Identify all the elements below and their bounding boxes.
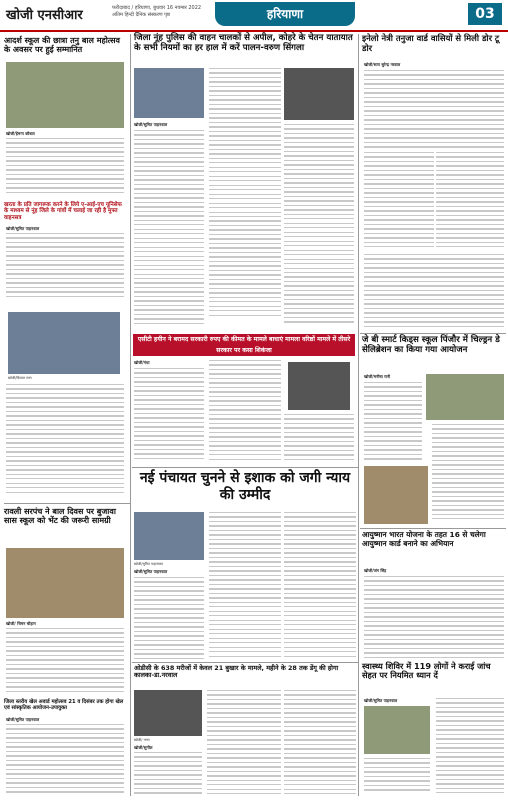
article-body bbox=[284, 414, 354, 463]
photo-police-2 bbox=[284, 68, 354, 120]
headline: आयुष्मान भारत योजना के तहत 16 से चलेगा आयुष्मान कार्ड बनाने का अभियान bbox=[362, 530, 486, 548]
headline: खरता के प्रति जागरूक करने के लिये ए-आई-एच यूनिसेफ के माध्यम से नूंह जिले के गांवों में चलाई जा रही है मुफ्त वाहनसत्र bbox=[4, 202, 122, 221]
byline: खोजी/सुमित पाहनवाल bbox=[134, 122, 168, 127]
article-body bbox=[6, 384, 124, 499]
story-s8 bbox=[362, 531, 506, 548]
story-s12 bbox=[362, 662, 506, 681]
article-body bbox=[209, 360, 281, 463]
story-s11 bbox=[134, 665, 356, 680]
photo-caption: खोजी/सुमित पाहनवाल bbox=[134, 562, 163, 566]
article-body bbox=[6, 233, 124, 303]
article-body bbox=[284, 690, 356, 796]
photo-hospital bbox=[134, 690, 202, 736]
article-body bbox=[364, 382, 422, 462]
photo-school-event bbox=[364, 466, 428, 524]
article-body bbox=[134, 130, 204, 330]
story-s6 bbox=[362, 336, 506, 356]
story-s5-banner: एसीटी हयीन ने बरामद सरकारी रुपए की कीमत के मामले बाधाएं मामला वरिष्ठों मामले में तीसरे सरकार पर कसा शिकंजा bbox=[133, 334, 355, 356]
article-body bbox=[364, 576, 504, 658]
story-s7 bbox=[134, 470, 356, 504]
story-s2 bbox=[134, 34, 356, 54]
byline: खोजी/गंधा bbox=[134, 360, 150, 365]
edition-info: अंतिम हिन्दी दैनिक संस्करण पृष्ठ bbox=[112, 12, 170, 18]
article-body bbox=[284, 124, 354, 330]
byline: खोजी/सुमित पाहनवाल bbox=[364, 698, 398, 703]
section-title: हरियाणा bbox=[215, 2, 355, 26]
masthead-meta bbox=[112, 5, 201, 19]
article-body bbox=[284, 512, 356, 659]
headline: नई पंचायत चुनने से इशाक को जगी न्याय की उम्मीद bbox=[139, 470, 351, 503]
divider bbox=[132, 662, 358, 663]
article-body bbox=[6, 138, 124, 198]
headline: जिला स्तरीय खेल अवार्ड महोत्सव 21 व दिसंबर तक होगा खेल एवं सांस्कृतिक आयोजन-उपायुक्त bbox=[4, 699, 124, 711]
article-body bbox=[364, 70, 504, 150]
headline: आदर्श स्कूल की छात्रा तनु बाल महोत्सव के अवसर पर हुई सम्मानित bbox=[4, 36, 120, 55]
divider bbox=[4, 503, 130, 504]
article-body bbox=[207, 690, 281, 796]
photo-kids bbox=[426, 374, 504, 420]
byline: खोजी/सुमित पाहनवाल bbox=[6, 717, 40, 722]
article-body bbox=[432, 424, 504, 524]
byline: खोजी/सुमित पाहनवाल bbox=[134, 569, 168, 574]
photo-school bbox=[6, 548, 124, 618]
headline: रावली सरपंच ने बाल दिवस पर बुजावा सास स्कूल को भेंट की जरूरी सामग्री bbox=[4, 507, 116, 526]
article-body bbox=[364, 758, 430, 796]
story-s10 bbox=[4, 700, 128, 712]
article-body bbox=[364, 254, 504, 330]
headline: इनेलो नेत्री तनुजा वार्ड वासियों से मिली डोर टू डोर bbox=[362, 33, 500, 53]
photo-village bbox=[134, 512, 204, 560]
column-rule bbox=[358, 34, 359, 796]
byline: खोजी/मनीषा रानी bbox=[364, 374, 391, 379]
photo-caption: खोजी/ नमन bbox=[134, 738, 150, 742]
photo-caption: खोजी/विशाल रमन bbox=[8, 376, 32, 380]
photo-accused bbox=[288, 362, 350, 410]
page-number: 03 bbox=[468, 3, 502, 25]
article-body bbox=[134, 577, 204, 659]
byline: खोजी/जंग सिंह bbox=[364, 568, 387, 573]
divider bbox=[360, 528, 506, 529]
headline: जिला नूंह पुलिस की वाहन चालकों से अपील, कोहरे के चेतन यातायात के सभी नियमों का हर हाल में करें पालन-वरुण सिंगला bbox=[134, 33, 353, 53]
article-body bbox=[6, 724, 124, 796]
story-s4 bbox=[4, 202, 126, 221]
byline: खोजी/सुनील bbox=[134, 745, 153, 750]
story-s3 bbox=[362, 34, 504, 53]
divider bbox=[132, 467, 358, 468]
headline: ओडीसी के 638 मरीजों में केवल 21 बुखार के मामले, महीने के 28 तक डेंगू की होगा कालका-डा.नरवाल bbox=[134, 664, 339, 680]
article-body bbox=[209, 512, 281, 659]
newspaper-logo: खोजी एनसीआर bbox=[6, 8, 83, 23]
photo-health-camp bbox=[364, 706, 430, 754]
article-body bbox=[134, 368, 204, 463]
byline: खोजी/ चिमन चौहान bbox=[6, 621, 36, 626]
byline: खोजी/सुमित पाहनवाल bbox=[6, 226, 40, 231]
byline: खोजी/सत्य सुरेन्द्र नरवाल bbox=[364, 62, 401, 67]
divider bbox=[360, 333, 506, 334]
photo-ceremony bbox=[6, 62, 124, 128]
article-body bbox=[134, 752, 202, 796]
story-s1 bbox=[4, 36, 126, 54]
headline: स्वास्थ्य शिविर में 119 लोगों ने कराई जांच सेहत पर नियमित ध्यान दें bbox=[362, 661, 491, 681]
story-s9 bbox=[4, 507, 128, 525]
photo-event bbox=[8, 312, 120, 374]
article-body bbox=[6, 628, 124, 698]
article-body bbox=[436, 698, 504, 796]
article-body bbox=[436, 152, 504, 252]
article-body bbox=[364, 152, 434, 252]
photo-police-1 bbox=[134, 68, 204, 118]
issue-date: फरीदाबाद / हरियाणा, बुधवार 16 नवम्बर 2022 bbox=[112, 5, 202, 11]
headline: जे बी स्मार्ट किड्स स्कूल पिंजौर में चिल्ड्रन डे सेलिब्रेशन का किया गया आयोजन bbox=[362, 335, 500, 355]
article-body bbox=[209, 68, 281, 330]
byline: खोजी/हेमन्त कौशल bbox=[6, 131, 35, 136]
column-rule bbox=[130, 34, 131, 796]
masthead bbox=[0, 0, 508, 32]
